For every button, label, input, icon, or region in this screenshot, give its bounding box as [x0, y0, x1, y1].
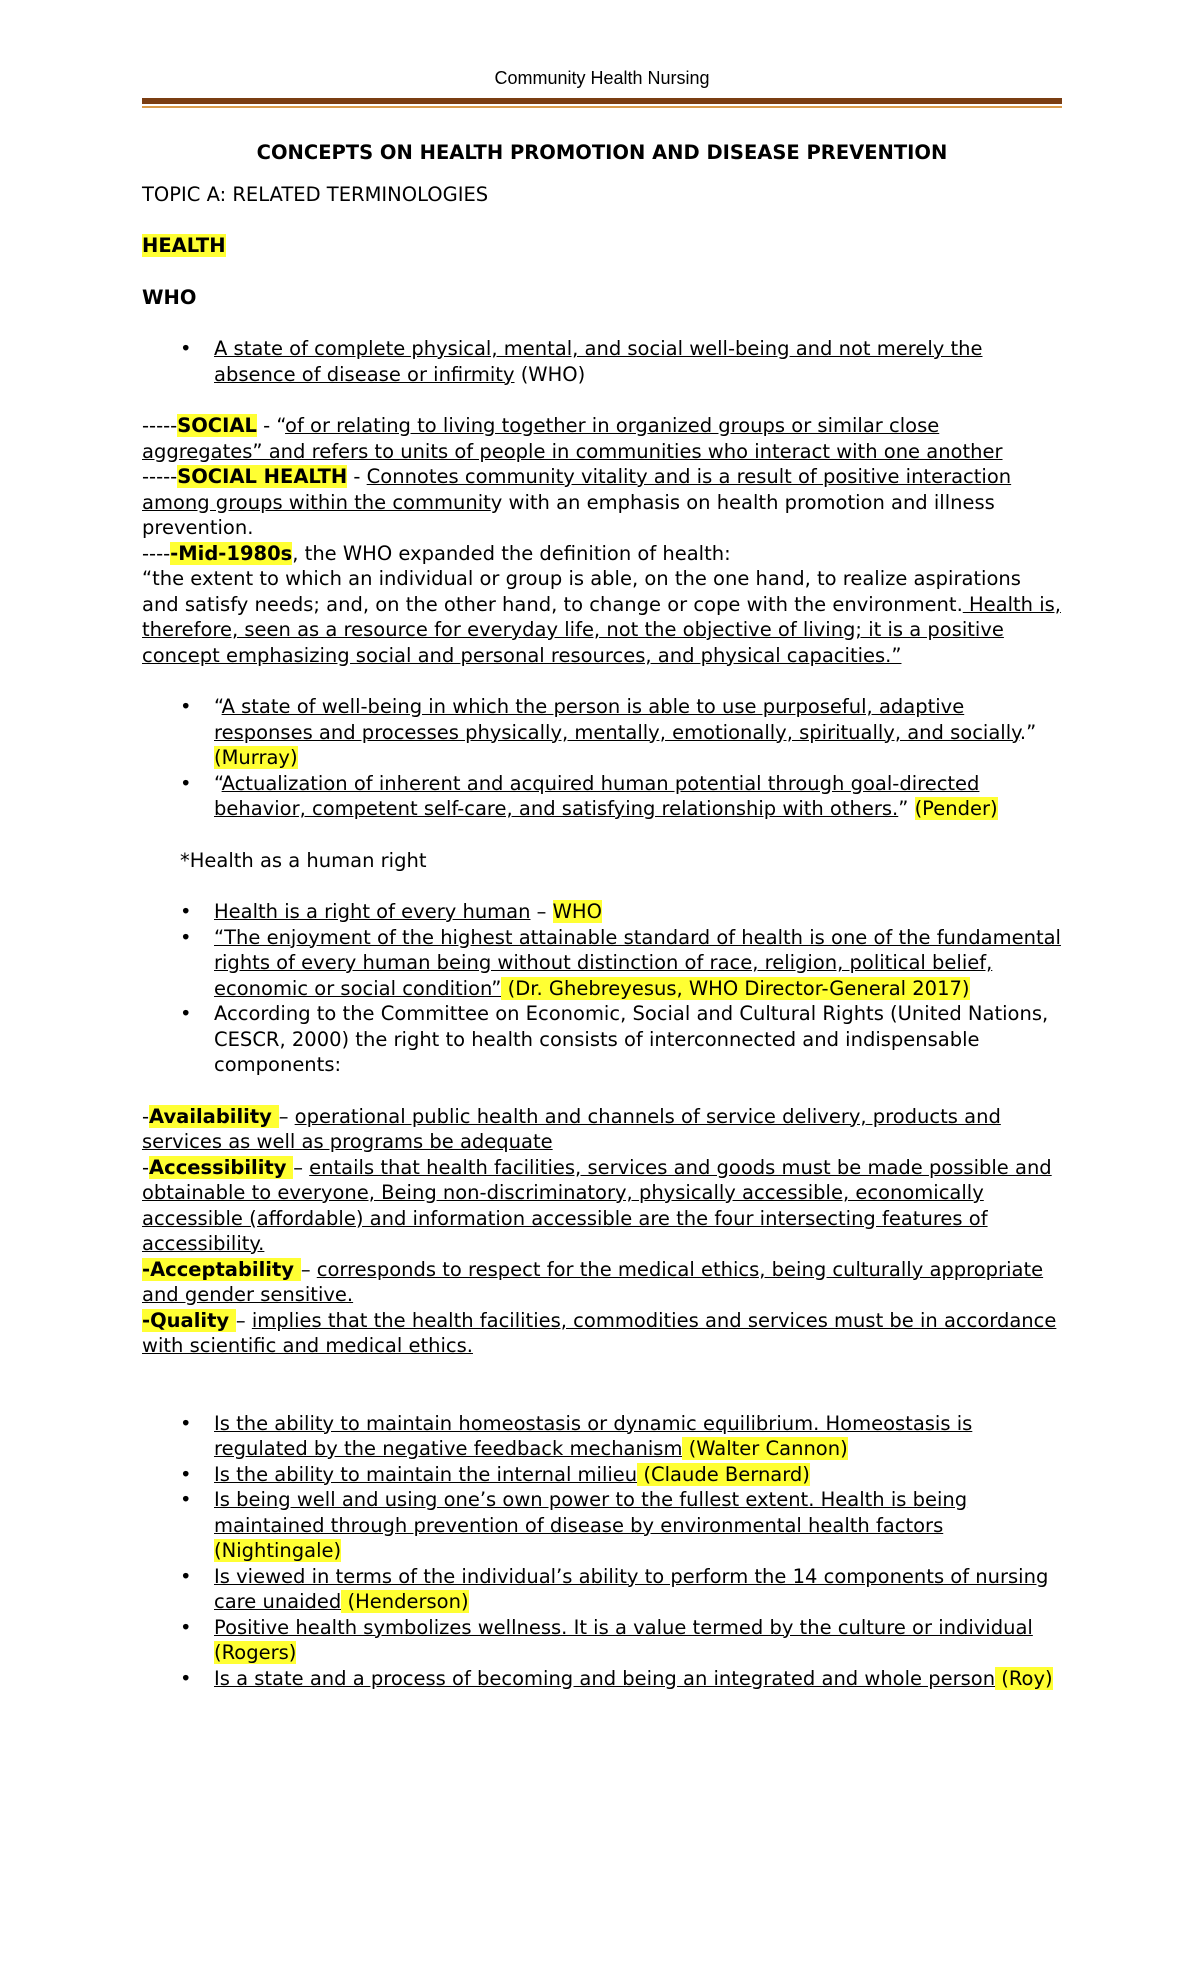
- list-item: • Positive health symbolizes wellness. It is a value termed by the culture or individual (Rogers): [214, 1615, 1062, 1666]
- list-item: • Is a state and a process of becoming and being an integrated and whole person (Roy): [214, 1666, 1062, 1692]
- human-right-list: [142, 899, 1062, 1078]
- mid-1980s-definition: -----Mid-1980s, the WHO expanded the definition of health:: [142, 541, 731, 565]
- who-definition-list: [142, 336, 1062, 387]
- document-body: [142, 140, 1062, 1691]
- list-item: • Is the ability to maintain the internal milieu (Claude Bernard): [214, 1462, 1062, 1488]
- list-item: • “A state of well-being in which the person is able to use purposeful, adaptive responses and processes physically, mentally, emotionally, spiritually, and socially.” (Murray): [214, 694, 1062, 771]
- accessibility-definition: -Accessibility – entails that health facilities, services and goods must be made possible and obtainable to everyone, Being non-discriminatory, physically accessible, economically accessible (affordable) and information accessible are the four intersecting features of accessibility.: [142, 1155, 1052, 1255]
- theory-definitions-list: [142, 694, 1062, 822]
- list-item: • Health is a right of every human – WHO: [214, 899, 1062, 925]
- social-definition: -----SOCIAL - “of or relating to living together in organized groups or similar close aggregates” and refers to units of people in communities who interact with one another: [142, 414, 1003, 463]
- list-item: • Is being well and using one’s own power to the fullest extent. Health is being maintained through prevention of disease by environmental health factors (Nightingale): [214, 1487, 1062, 1564]
- who-heading: WHO: [142, 285, 197, 309]
- quality-definition: -Quality – implies that the health facilities, commodities and services must be in accordance with scientific and medical ethics.: [142, 1308, 1057, 1357]
- acceptability-definition: -Acceptability – corresponds to respect for the medical ethics, being culturally appropriate and gender sensitive.: [142, 1257, 1044, 1306]
- social-health-definition: -----SOCIAL HEALTH - Connotes community vitality and is a result of positive interaction among groups within the community with an emphasis on health promotion and illness prevention.: [142, 465, 1012, 539]
- page-title: CONCEPTS ON HEALTH PROMOTION AND DISEASE PREVENTION: [256, 141, 948, 164]
- list-item: • According to the Committee on Economic, Social and Cultural Rights (United Nations, CESCR, 2000) the right to health consists of interconnected and indispensable components:: [214, 1001, 1062, 1078]
- availability-definition: -Availability – operational public health and channels of service delivery, products and services as well as programs be adequate: [142, 1104, 1001, 1153]
- health-heading: HEALTH: [142, 234, 226, 257]
- header-rule-thin: [142, 106, 1062, 108]
- list-item: • A state of complete physical, mental, and social well-being and not merely the absence of disease or infirmity (WHO): [214, 336, 1062, 387]
- human-right-heading: *Health as a human right: [180, 848, 427, 872]
- theorist-definitions-list: [142, 1411, 1062, 1692]
- who-expanded-quote: “the extent to which an individual or group is able, on the one hand, to realize aspirations and satisfy needs; and, on the other hand, to change or cope with the environment. Health is, therefore, seen as a resource for everyday life, not the objective of living; it is a positive concept emphasizing social and personal resources, and physical capacities.”: [142, 567, 1061, 667]
- running-header: Community Health Nursing: [494, 68, 710, 88]
- list-item: • Is viewed in terms of the individual’s ability to perform the 14 components of nursing care unaided (Henderson): [214, 1564, 1062, 1615]
- list-item: • Is the ability to maintain homeostasis or dynamic equilibrium. Homeostasis is regulated by the negative feedback mechanism (Walter Cannon): [214, 1411, 1062, 1462]
- topic-heading: TOPIC A: RELATED TERMINOLOGIES: [142, 182, 489, 206]
- header-rule: [142, 98, 1062, 104]
- list-item: • “Actualization of inherent and acquired human potential through goal-directed behavior, competent self-care, and satisfying relationship with others.” (Pender): [214, 771, 1062, 822]
- list-item: • “The enjoyment of the highest attainable standard of health is one of the fundamental rights of every human being without distinction of race, religion, political belief, economic or social condition” (Dr. Ghebreyesus, WHO Director-General 2017): [214, 925, 1062, 1002]
